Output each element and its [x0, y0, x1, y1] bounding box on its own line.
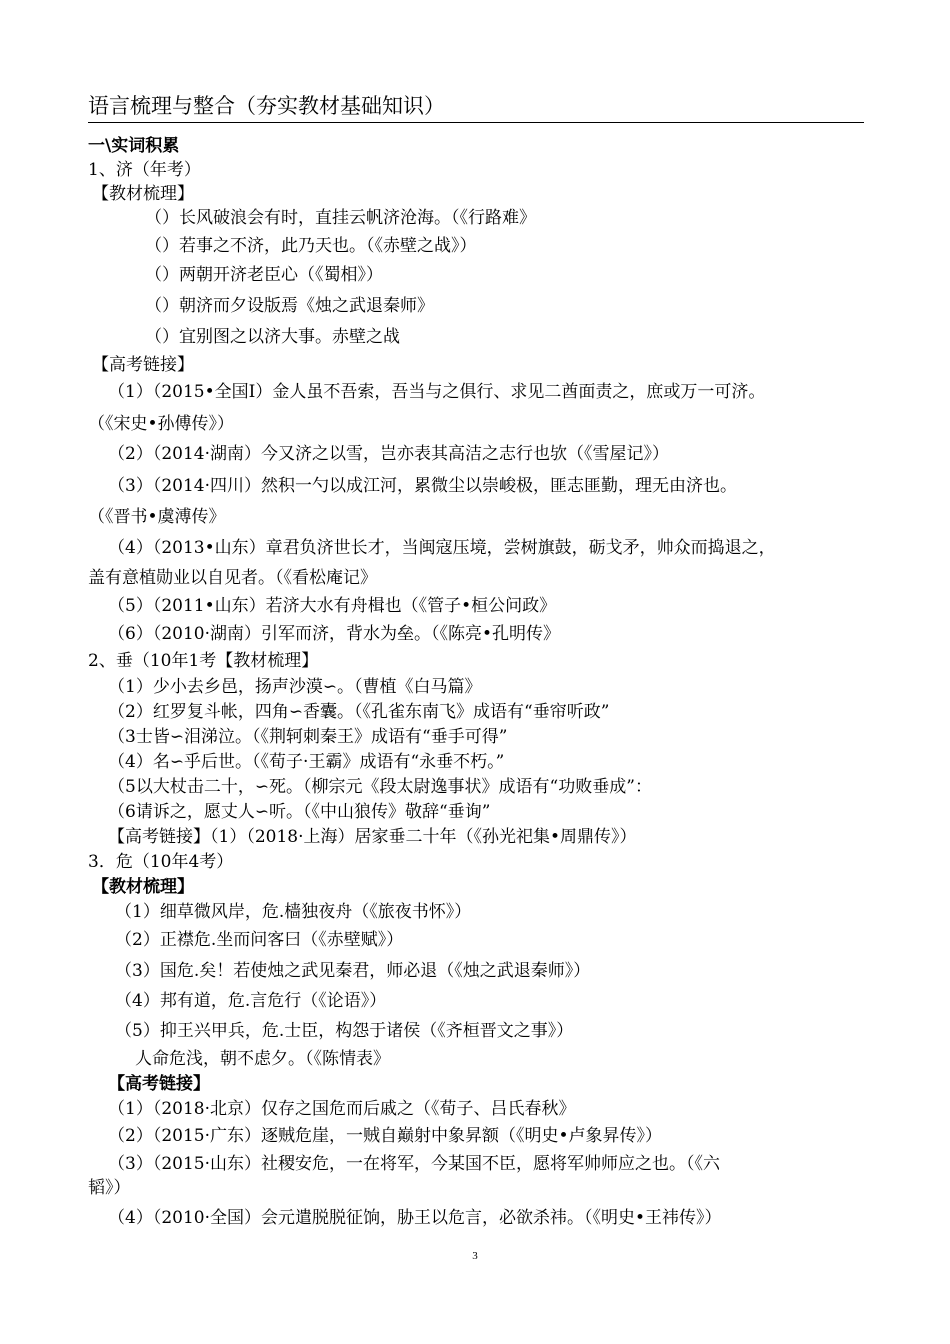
text-line: （5）（2011•山东）若济大水有舟楫也（《管子•桓公问政》: [108, 596, 557, 616]
text-line: 韬》）: [88, 1178, 131, 1198]
text-line: 【高考链接】: [92, 355, 194, 375]
page-title: 语言梳理与整合（夯实教材基础知识）: [88, 90, 864, 123]
text-line: 2、垂（10年1考【教材梳理】: [88, 651, 319, 671]
text-line: （1）细草微风岸，危.樯独夜舟（《旅夜书怀》）: [115, 902, 472, 922]
text-line: 【高考链接】: [108, 1074, 210, 1094]
text-line: （5）抑王兴甲兵，危.士臣，构怨于诸侯（《齐桓晋文之事》）: [115, 1021, 574, 1041]
text-line: （2）（2015·广东）逐贼危崖，一贼自巅射中象昇额（《明史•卢象昇传》）: [108, 1126, 663, 1146]
text-line: （）两朝开济老臣心（《蜀相》）: [145, 265, 383, 285]
text-line: 盖有意植勋业以自见者。（《看松庵记》: [88, 568, 377, 588]
text-line: （3）（2014·四川）然积一勺以成江河，累微尘以崇峻极，匪志匪勤，理无由济也。: [108, 476, 737, 496]
page-number: 3: [472, 1250, 478, 1262]
text-line: （3士皆∽泪涕泣。（《荆轲刺秦王》成语有“垂手可得”: [108, 727, 508, 747]
text-line: （3）（2015·山东）社稷安危，一在将军，今某国不臣，愿将军帅师应之也。（《六: [108, 1154, 720, 1174]
text-line: （1）（2018·北京）仅存之国危而后戚之（《荀子、吕氏春秋》: [108, 1099, 576, 1119]
text-line: 1、济（年考）: [88, 160, 201, 180]
text-line: （4）（2013•山东）章君负济世长才，当闽寇压境，尝树旗鼓，砺戈矛，帅众而捣退之，: [108, 538, 776, 558]
text-line: （《晋书•虞溥传》: [88, 507, 226, 527]
text-line: （2）红罗复斗帐，四角∽香囊。（《孔雀东南飞》成语有“垂帘听政”: [108, 702, 610, 722]
text-line: （5以大杖击二十，∽死。（柳宗元《段太尉逸事状》成语有“功败垂成”：: [108, 777, 652, 797]
text-line: （）长风破浪会有时，直挂云帆济沧海。（《行路难》: [145, 208, 536, 228]
text-line: （4）（2010·全国）会元遣脱脱征饷，胁王以危言，必欲杀祎。（《明史•王祎传》）: [108, 1208, 722, 1228]
text-line: （1）少小去乡邑，扬声沙漠∽。（曹植《白马篇》: [108, 677, 482, 697]
text-line: （《宋史•孙傅传》）: [88, 414, 235, 434]
text-line: （3）国危.矣！若使烛之武见秦君，师必退（《烛之武退秦师》）: [115, 961, 591, 981]
text-line: （2）（2014·湖南）今又济之以雪，岂亦表其高洁之志行也欤（《雪屋记》）: [108, 444, 669, 464]
text-line: （2）正襟危.坐而问客曰（《赤壁赋》）: [115, 930, 404, 950]
text-line: 【教材梳理】: [92, 184, 194, 204]
text-line: （1）（2015•全国Ⅰ）金人虽不吾索，吾当与之俱行、求见二酋面责之，庶或万一可济。: [108, 382, 766, 402]
text-line: （）宜别图之以济大事。赤壁之战: [145, 327, 400, 347]
text-line: 3．危（10年4考）: [88, 852, 234, 872]
text-line: （6请诉之，愿丈人∽听。（《中山狼传》敬辞“垂询”: [108, 802, 491, 822]
text-line: 人命危浅，朝不虑夕。（《陈情表》: [135, 1049, 390, 1069]
text-line: （）朝济而夕设版焉《烛之武退秦师》: [145, 296, 434, 316]
text-line: （4）名∽乎后世。（《荀子·王霸》成语有“永垂不朽。”: [108, 752, 505, 772]
text-line: （6）（2010·湖南）引军而济，背水为垒。（《陈亮•孔明传》: [108, 624, 561, 644]
text-line: 【教材梳理】: [92, 877, 194, 897]
text-line: （）若事之不济，此乃天也。（《赤壁之战》）: [145, 236, 477, 256]
text-line: 【高考链接】（1）（2018·上海）居家垂二十年（《孙光祀集•周鼎传》）: [108, 827, 637, 847]
text-line: （4）邦有道，危.言危行（《论语》）: [115, 991, 387, 1011]
text-line: 一\实词积累: [88, 136, 180, 156]
